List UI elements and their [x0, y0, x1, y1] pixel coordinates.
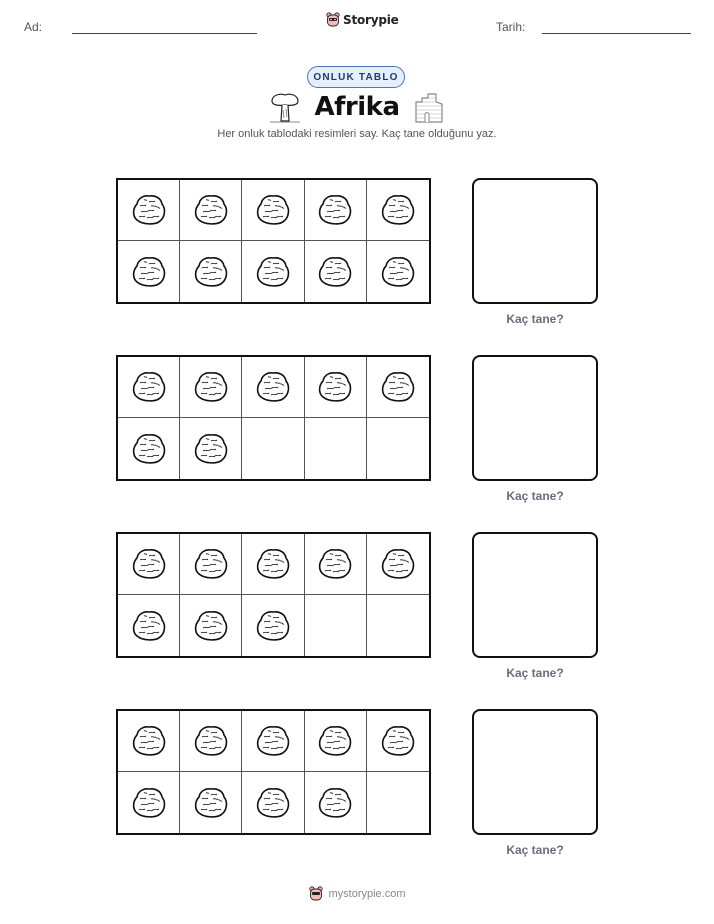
worksheet-type-badge: ONLUK TABLO [307, 66, 405, 88]
brain-coral-icon [315, 367, 355, 407]
brain-coral-icon [253, 721, 293, 761]
ten-frame-cell [367, 180, 429, 241]
brain-coral-icon [129, 783, 169, 823]
ten-frame-cell [367, 534, 429, 595]
ten-frame-cell [118, 241, 180, 302]
ten-frame-cell [305, 180, 367, 241]
ten-frame-cell [180, 595, 242, 656]
ten-frame-cell [180, 180, 242, 241]
brain-coral-icon [253, 367, 293, 407]
brain-coral-icon [253, 544, 293, 584]
ten-frame-cell [242, 180, 304, 241]
brain-coral-icon [378, 721, 418, 761]
ten-frame-cell [242, 241, 304, 302]
brain-coral-icon [129, 544, 169, 584]
brain-coral-icon [253, 783, 293, 823]
answer-prompt: Kaç tane? [506, 489, 564, 503]
ten-frame-cell [118, 357, 180, 418]
date-label: Tarih: [496, 20, 526, 34]
ten-frame-cell [367, 595, 429, 656]
footer-url[interactable]: mystorypie.com [328, 888, 406, 900]
brand-logo [326, 12, 399, 28]
answer-prompt: Kaç tane? [506, 666, 564, 680]
ten-frame-cell [242, 534, 304, 595]
page-title: Afrika [314, 92, 400, 122]
ten-frame [116, 355, 431, 481]
brain-coral-icon [378, 544, 418, 584]
ten-frame-cell [180, 772, 242, 833]
ten-frame-cell [305, 418, 367, 479]
brain-coral-icon [191, 367, 231, 407]
date-line[interactable] [542, 33, 691, 34]
ten-frame [116, 178, 431, 304]
ten-frame-cell [242, 357, 304, 418]
ten-frame-cell [118, 772, 180, 833]
brain-coral-icon [315, 252, 355, 292]
answer-box[interactable] [472, 355, 598, 481]
brain-coral-icon [315, 190, 355, 230]
ten-frame-cell [180, 357, 242, 418]
ten-frame [116, 532, 431, 658]
brain-coral-icon [253, 606, 293, 646]
ten-frame-cell [118, 418, 180, 479]
answer-box[interactable] [472, 709, 598, 835]
brain-coral-icon [253, 252, 293, 292]
ten-frame-cell [242, 595, 304, 656]
name-line[interactable] [72, 33, 257, 34]
ten-frame-cell [118, 711, 180, 772]
ten-frame-cell [367, 418, 429, 479]
answer-prompt: Kaç tane? [506, 843, 564, 857]
ten-frame-cell [305, 595, 367, 656]
brain-coral-icon [378, 252, 418, 292]
brain-coral-icon [129, 252, 169, 292]
brain-coral-icon [129, 721, 169, 761]
brain-coral-icon [129, 429, 169, 469]
title-row [0, 90, 714, 124]
ten-frame-cell [305, 357, 367, 418]
answer-prompt: Kaç tane? [506, 312, 564, 326]
ten-frame-cell [242, 418, 304, 479]
ten-frame-cell [118, 534, 180, 595]
ten-frame-cell [180, 534, 242, 595]
ten-frame-cell [367, 357, 429, 418]
ten-frame-cell [367, 711, 429, 772]
brand-name: Storypie [343, 13, 399, 27]
baobab-tree-icon [268, 90, 302, 124]
great-zimbabwe-ruins-icon [412, 90, 446, 124]
brain-coral-icon [191, 544, 231, 584]
answer-box[interactable] [472, 532, 598, 658]
storypie-mascot-icon [326, 12, 340, 28]
ten-frame-cell [118, 180, 180, 241]
ten-frame-cell [180, 418, 242, 479]
brain-coral-icon [191, 252, 231, 292]
ten-frame-cell [242, 772, 304, 833]
footer [0, 886, 714, 902]
brain-coral-icon [253, 190, 293, 230]
brain-coral-icon [378, 367, 418, 407]
ten-frame-cell [305, 534, 367, 595]
brain-coral-icon [191, 429, 231, 469]
brain-coral-icon [129, 190, 169, 230]
brain-coral-icon [191, 606, 231, 646]
brain-coral-icon [315, 544, 355, 584]
brain-coral-icon [315, 783, 355, 823]
ten-frame-cell [305, 241, 367, 302]
answer-box[interactable] [472, 178, 598, 304]
ten-frame-cell [118, 595, 180, 656]
brain-coral-icon [315, 721, 355, 761]
ten-frame-cell [305, 711, 367, 772]
ten-frame-cell [180, 241, 242, 302]
ten-frame-cell [180, 711, 242, 772]
name-label: Ad: [24, 20, 43, 34]
brain-coral-icon [191, 721, 231, 761]
ten-frame-cell [242, 711, 304, 772]
ten-frame-cell [305, 772, 367, 833]
brain-coral-icon [129, 606, 169, 646]
brain-coral-icon [378, 190, 418, 230]
ten-frame-cell [367, 772, 429, 833]
brain-coral-icon [191, 190, 231, 230]
brain-coral-icon [191, 783, 231, 823]
storypie-mascot-icon [308, 886, 324, 902]
ten-frame-cell [367, 241, 429, 302]
ten-frame [116, 709, 431, 835]
instructions: Her onluk tablodaki resimleri say. Kaç tane olduğunu yaz. [217, 128, 497, 140]
brain-coral-icon [129, 367, 169, 407]
